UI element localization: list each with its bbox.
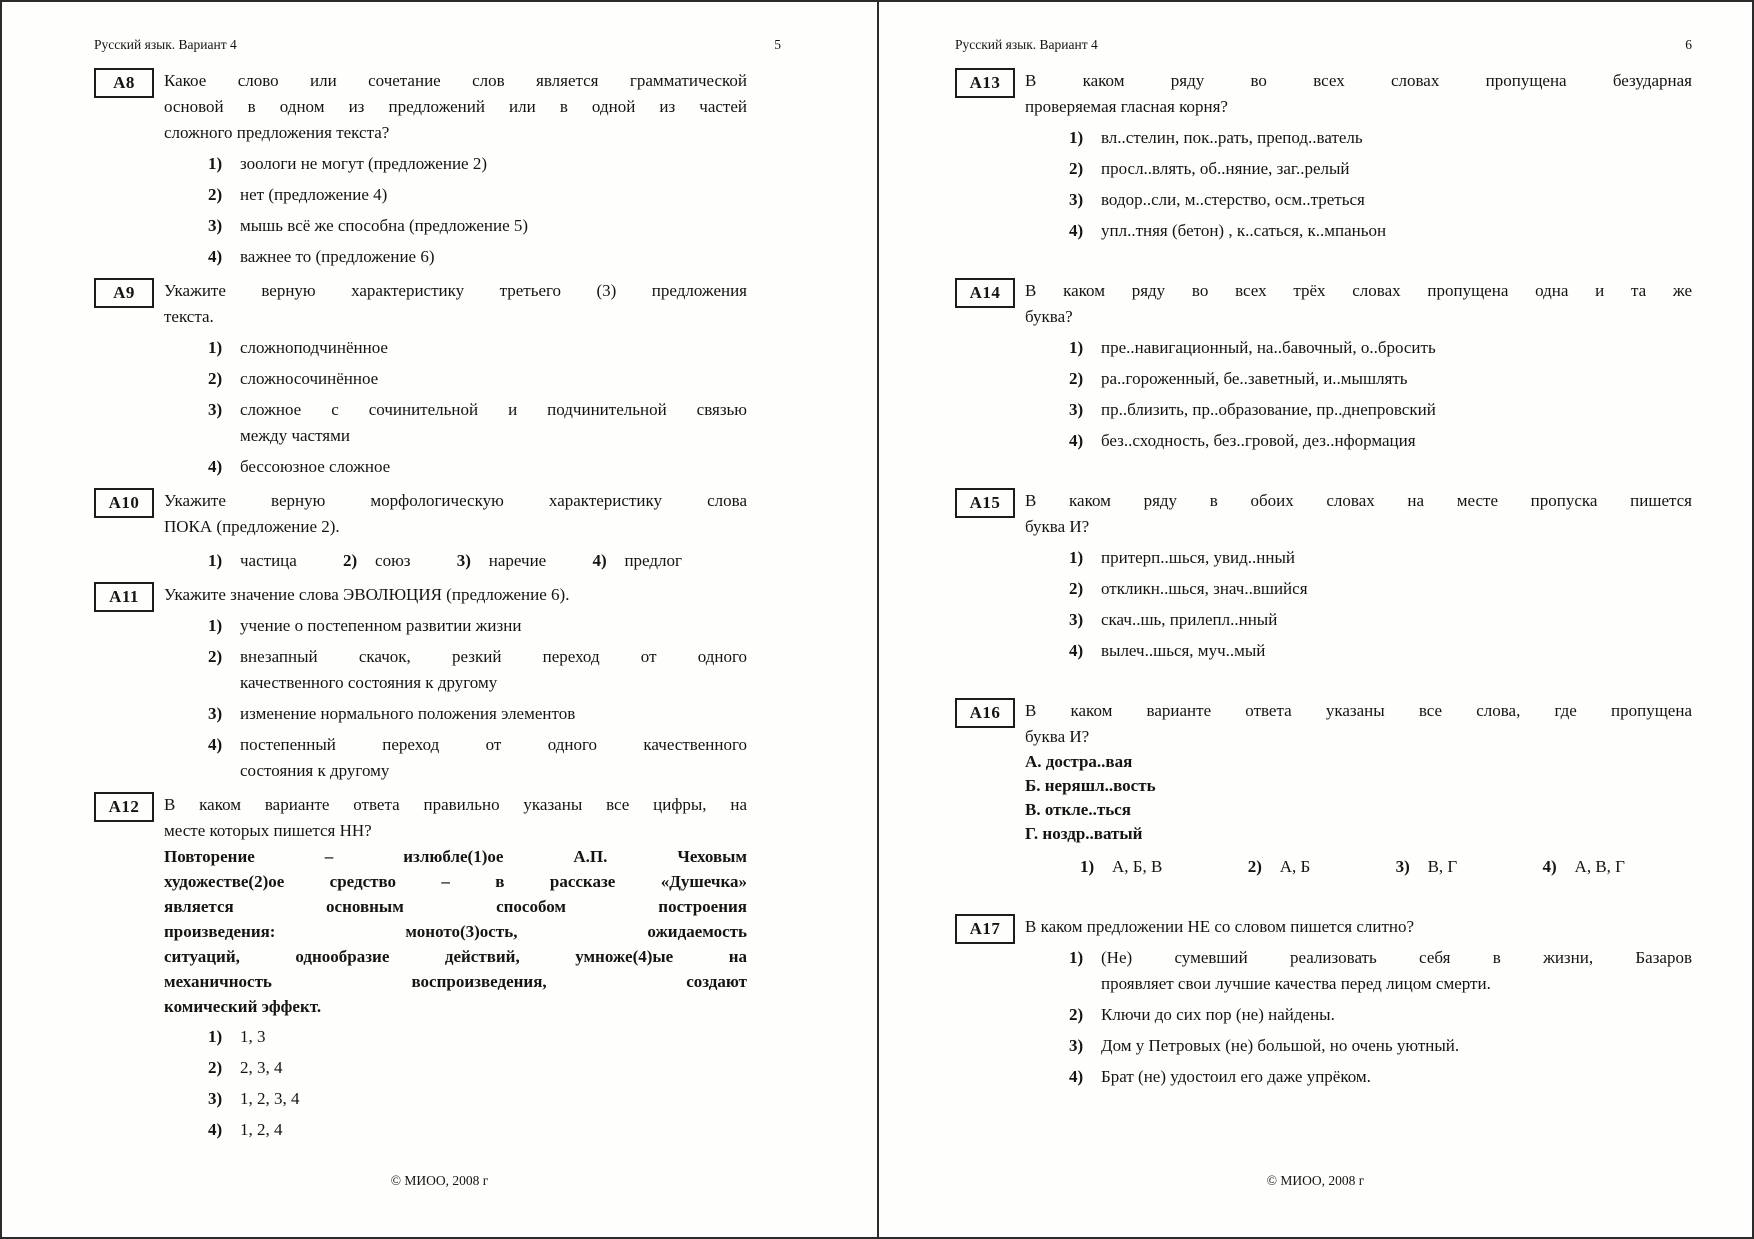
page-6 bbox=[879, 2, 1752, 1237]
option-text: Дом у Петровых (не) большой, но очень уютный. bbox=[1101, 1036, 1460, 1055]
option-text: 2, 3, 4 bbox=[240, 1058, 283, 1077]
option-text: учение о постепенном развитии жизни bbox=[240, 616, 522, 635]
page-footer: © МИОО, 2008 г bbox=[1266, 1173, 1365, 1188]
option-text-line: сложное с сочинительной и подчинительной связью bbox=[240, 400, 747, 419]
question-text-line: текста. bbox=[164, 307, 214, 326]
answer-option bbox=[1248, 854, 1311, 880]
options-list bbox=[1025, 945, 1692, 1090]
option-number: 1) bbox=[208, 551, 223, 570]
option-text-line: качественного состояния к другому bbox=[240, 673, 498, 692]
question-text-line: Укажите верную характеристику третьего (3) предложения bbox=[164, 281, 747, 300]
option-text-line: между частями bbox=[240, 426, 350, 445]
letter-item: Г. ноздр..ватый bbox=[1025, 824, 1143, 843]
answer-option bbox=[457, 548, 546, 574]
option-number: 1) bbox=[1069, 948, 1084, 967]
option-text: бессоюзное сложное bbox=[240, 457, 391, 476]
option-text: водор..сли, м..стерство, осм..треться bbox=[1101, 190, 1365, 209]
page-number: 6 bbox=[1685, 37, 1692, 52]
question-label: А17 bbox=[955, 914, 1015, 944]
letter-item: А. достра..вая bbox=[1025, 752, 1133, 771]
question-text-line: Укажите верную морфологическую характеристику слова bbox=[164, 491, 747, 510]
page-number: 5 bbox=[774, 37, 781, 52]
passage-line: ситуаций, однообразие действий, умноже(4)ые на bbox=[164, 947, 747, 966]
question-a16 bbox=[955, 698, 1692, 880]
option-number: 4) bbox=[208, 1120, 223, 1139]
page-5 bbox=[2, 2, 879, 1237]
option-text: притерп..шься, увид..нный bbox=[1101, 548, 1295, 567]
option-number: 3) bbox=[208, 1089, 223, 1108]
answer-option bbox=[1069, 397, 1692, 423]
option-number: 1) bbox=[208, 154, 223, 173]
question-text-line: В каком варианте ответа указаны все слова, где пропущена bbox=[1025, 701, 1692, 720]
passage-line: механичность воспроизведения, создают bbox=[164, 972, 747, 991]
question-label: А15 bbox=[955, 488, 1015, 518]
option-number: 3) bbox=[1069, 400, 1084, 419]
page-header bbox=[94, 36, 781, 54]
answer-option bbox=[1069, 1033, 1692, 1059]
option-text: откликн..шься, знач..вшийся bbox=[1101, 579, 1308, 598]
option-text: частица bbox=[240, 551, 297, 570]
answer-option bbox=[208, 1086, 747, 1112]
question-body bbox=[164, 582, 747, 784]
option-number: 2) bbox=[1069, 159, 1084, 178]
question-a13 bbox=[955, 68, 1692, 244]
options-list bbox=[1025, 125, 1692, 244]
answer-option bbox=[1080, 854, 1162, 880]
option-number: 3) bbox=[1395, 857, 1410, 876]
option-text: А, Б, В bbox=[1112, 857, 1163, 876]
option-number: 1) bbox=[1069, 548, 1084, 567]
option-number: 4) bbox=[1069, 1067, 1084, 1086]
question-text-line: сложного предложения текста? bbox=[164, 123, 390, 142]
question-text-line: буква И? bbox=[1025, 727, 1090, 746]
option-text: наречие bbox=[488, 551, 547, 570]
letter-item: В. откле..ться bbox=[1025, 800, 1131, 819]
option-number: 4) bbox=[592, 551, 607, 570]
option-number: 2) bbox=[1069, 1005, 1084, 1024]
passage-line: Повторение – излюбле(1)ое А.П. Чеховым bbox=[164, 847, 747, 866]
option-number: 3) bbox=[208, 704, 223, 723]
option-text-line: (Не) сумевший реализовать себя в жизни, Базаров bbox=[1101, 948, 1692, 967]
question-text bbox=[164, 582, 747, 608]
option-text: Брат (не) удостоил его даже упрёком. bbox=[1101, 1067, 1371, 1086]
question-body bbox=[1025, 278, 1692, 454]
question-text-line: месте которых пишется НН? bbox=[164, 821, 372, 840]
question-a11 bbox=[94, 582, 747, 784]
option-number: 1) bbox=[1069, 128, 1084, 147]
question-text-line: Укажите значение слова ЭВОЛЮЦИЯ (предложение 6). bbox=[164, 585, 570, 604]
option-text: союз bbox=[375, 551, 411, 570]
options-inline bbox=[1080, 854, 1625, 880]
question-text bbox=[1025, 278, 1692, 330]
option-text: мышь всё же способна (предложение 5) bbox=[240, 216, 529, 235]
option-number: 2) bbox=[343, 551, 358, 570]
option-number: 3) bbox=[1069, 610, 1084, 629]
option-number: 4) bbox=[1542, 857, 1557, 876]
answer-option bbox=[1069, 428, 1692, 454]
answer-option bbox=[1069, 366, 1692, 392]
option-text: зоологи не могут (предложение 2) bbox=[240, 154, 488, 173]
question-a15 bbox=[955, 488, 1692, 664]
question-text-line: В каком предложении НЕ со словом пишется слитно? bbox=[1025, 917, 1415, 936]
question-label: А10 bbox=[94, 488, 154, 518]
answer-option bbox=[208, 1117, 747, 1143]
option-text bbox=[1101, 945, 1692, 997]
answer-option bbox=[208, 701, 747, 727]
option-text: Ключи до сих пор (не) найдены. bbox=[1101, 1005, 1335, 1024]
option-text: без..сходность, без..гровой, дез..нформация bbox=[1101, 431, 1416, 450]
option-number: 3) bbox=[208, 400, 223, 419]
option-text: вл..стелин, пок..рать, препод..ватель bbox=[1101, 128, 1363, 147]
option-number: 2) bbox=[208, 647, 223, 666]
question-text-line: В каком ряду во всех трёх словах пропущена одна и та же bbox=[1025, 281, 1692, 300]
question-text-line: проверяемая гласная корня? bbox=[1025, 97, 1228, 116]
header-title: Русский язык. Вариант 4 bbox=[94, 37, 237, 52]
question-text-line: В каком ряду во всех словах пропущена безударная bbox=[1025, 71, 1692, 90]
question-text-line: основой в одном из предложений или в одной из частей bbox=[164, 97, 747, 116]
question-text bbox=[164, 278, 747, 330]
answer-option bbox=[1069, 1002, 1692, 1028]
options-list bbox=[164, 613, 747, 784]
option-number: 4) bbox=[208, 457, 223, 476]
answer-option bbox=[208, 335, 747, 361]
question-body bbox=[164, 792, 747, 1143]
answer-option bbox=[1069, 187, 1692, 213]
question-text bbox=[1025, 68, 1692, 120]
question-body bbox=[164, 488, 747, 574]
option-text bbox=[240, 644, 747, 696]
option-number: 2) bbox=[1247, 857, 1262, 876]
question-a10 bbox=[94, 488, 747, 574]
options-list bbox=[1025, 335, 1692, 454]
question-text-line: Какое слово или сочетание слов является грамматической bbox=[164, 71, 747, 90]
letter-item: Б. неряшл..вость bbox=[1025, 776, 1156, 795]
option-number: 4) bbox=[1069, 641, 1084, 660]
option-number: 4) bbox=[208, 247, 223, 266]
question-text bbox=[1025, 488, 1692, 540]
option-text: сложносочинённое bbox=[240, 369, 379, 388]
answer-option bbox=[1069, 607, 1692, 633]
answer-option bbox=[1543, 854, 1625, 880]
option-text bbox=[240, 397, 747, 449]
option-number: 1) bbox=[208, 338, 223, 357]
answer-option bbox=[208, 644, 747, 696]
question-body bbox=[164, 278, 747, 480]
option-number: 3) bbox=[1069, 1036, 1084, 1055]
option-text: предлог bbox=[624, 551, 682, 570]
answer-option bbox=[208, 613, 747, 639]
answer-option bbox=[208, 182, 747, 208]
option-text: просл..влять, об..няние, заг..релый bbox=[1101, 159, 1350, 178]
option-number: 4) bbox=[1069, 431, 1084, 450]
option-text-line: проявляет свои лучшие качества перед лицом смерти. bbox=[1101, 974, 1491, 993]
question-text-line: буква? bbox=[1025, 307, 1073, 326]
option-text-line: состояния к другому bbox=[240, 761, 390, 780]
options-list bbox=[1025, 545, 1692, 664]
answer-option bbox=[208, 244, 747, 270]
question-label: А12 bbox=[94, 792, 154, 822]
question-text bbox=[164, 792, 747, 844]
option-text: 1, 2, 4 bbox=[240, 1120, 283, 1139]
answer-option bbox=[1069, 1064, 1692, 1090]
answer-option bbox=[208, 1024, 747, 1050]
question-body bbox=[1025, 698, 1692, 880]
page-header bbox=[955, 36, 1692, 54]
option-text: пре..навигационный, на..бавочный, о..бросить bbox=[1101, 338, 1436, 357]
question-label: А11 bbox=[94, 582, 154, 612]
question-text bbox=[1025, 914, 1692, 940]
page-footer: © МИОО, 2008 г bbox=[390, 1173, 489, 1188]
option-text: ра..гороженный, бе..заветный, и..мышлять bbox=[1101, 369, 1408, 388]
answer-option bbox=[1069, 335, 1692, 361]
question-body bbox=[164, 68, 747, 270]
answer-option bbox=[208, 454, 747, 480]
option-number: 2) bbox=[208, 185, 223, 204]
header-title: Русский язык. Вариант 4 bbox=[955, 37, 1098, 52]
option-number: 1) bbox=[208, 1027, 223, 1046]
answer-option bbox=[1069, 576, 1692, 602]
bold-passage bbox=[164, 844, 747, 1019]
question-a8 bbox=[94, 68, 747, 270]
answer-option bbox=[1069, 945, 1692, 997]
option-number: 1) bbox=[1080, 857, 1095, 876]
answer-option bbox=[592, 548, 682, 574]
option-text: А, Б bbox=[1279, 857, 1311, 876]
options-list bbox=[164, 335, 747, 480]
question-a14 bbox=[955, 278, 1692, 454]
question-a12 bbox=[94, 792, 747, 1143]
option-text-line: внезапный скачок, резкий переход от одного bbox=[240, 647, 747, 666]
option-text bbox=[240, 732, 747, 784]
option-text: важнее то (предложение 6) bbox=[240, 247, 435, 266]
question-body bbox=[1025, 914, 1692, 1090]
answer-option bbox=[1069, 218, 1692, 244]
question-text bbox=[1025, 698, 1692, 750]
passage-line: художестве(2)ое средство – в рассказе «Душечка» bbox=[164, 872, 747, 891]
option-text: вылеч..шься, муч..мый bbox=[1101, 641, 1266, 660]
option-number: 2) bbox=[1069, 369, 1084, 388]
option-text: скач..шь, прилепл..нный bbox=[1101, 610, 1278, 629]
option-number: 2) bbox=[1069, 579, 1084, 598]
option-number: 2) bbox=[208, 1058, 223, 1077]
question-label: А9 bbox=[94, 278, 154, 308]
question-a9 bbox=[94, 278, 747, 480]
question-text-line: В каком ряду в обоих словах на месте пропуска пишется bbox=[1025, 491, 1692, 510]
question-label: А14 bbox=[955, 278, 1015, 308]
options-list bbox=[164, 151, 747, 270]
option-text: 1, 2, 3, 4 bbox=[240, 1089, 300, 1108]
option-number: 3) bbox=[1069, 190, 1084, 209]
options-list bbox=[164, 1024, 747, 1143]
question-label: А13 bbox=[955, 68, 1015, 98]
options-inline bbox=[208, 548, 682, 574]
option-text-line: постепенный переход от одного качественного bbox=[240, 735, 747, 754]
option-number: 3) bbox=[456, 551, 471, 570]
passage-line: является основным способом построения bbox=[164, 897, 747, 916]
answer-option bbox=[1069, 545, 1692, 571]
option-text: сложноподчинённое bbox=[240, 338, 388, 357]
question-label: А8 bbox=[94, 68, 154, 98]
option-number: 1) bbox=[1069, 338, 1084, 357]
passage-line: комический эффект. bbox=[164, 997, 322, 1016]
option-text: изменение нормального положения элементов bbox=[240, 704, 576, 723]
answer-option bbox=[208, 366, 747, 392]
answer-option bbox=[1069, 638, 1692, 664]
option-number: 4) bbox=[208, 735, 223, 754]
answer-option bbox=[1069, 125, 1692, 151]
question-text-line: В каком варианте ответа правильно указаны все цифры, на bbox=[164, 795, 747, 814]
question-text bbox=[164, 488, 747, 540]
option-text: пр..близить, пр..образование, пр..днепровский bbox=[1101, 400, 1436, 419]
option-text: нет (предложение 4) bbox=[240, 185, 388, 204]
question-a17 bbox=[955, 914, 1692, 1090]
question-text-line: буква И? bbox=[1025, 517, 1090, 536]
answer-option bbox=[208, 213, 747, 239]
answer-option bbox=[208, 151, 747, 177]
question-label: А16 bbox=[955, 698, 1015, 728]
answer-option bbox=[1069, 156, 1692, 182]
option-number: 3) bbox=[208, 216, 223, 235]
answer-option bbox=[1396, 854, 1458, 880]
answer-option bbox=[343, 548, 410, 574]
question-body bbox=[1025, 68, 1692, 244]
option-text: А, В, Г bbox=[1574, 857, 1625, 876]
passage-line: произведения: моното(3)ость, ожидаемость bbox=[164, 922, 747, 941]
answer-option bbox=[208, 548, 297, 574]
option-text: 1, 3 bbox=[240, 1027, 266, 1046]
answer-option bbox=[208, 397, 747, 449]
option-number: 2) bbox=[208, 369, 223, 388]
answer-option bbox=[208, 732, 747, 784]
option-text: упл..тняя (бетон) , к..саться, к..мпаньон bbox=[1101, 221, 1387, 240]
question-text-line: ПОКА (предложение 2). bbox=[164, 517, 340, 536]
option-text: В, Г bbox=[1427, 857, 1458, 876]
option-number: 4) bbox=[1069, 221, 1084, 240]
question-body bbox=[1025, 488, 1692, 664]
question-text bbox=[164, 68, 747, 146]
option-number: 1) bbox=[208, 616, 223, 635]
answer-option bbox=[208, 1055, 747, 1081]
letter-items bbox=[1025, 750, 1692, 846]
